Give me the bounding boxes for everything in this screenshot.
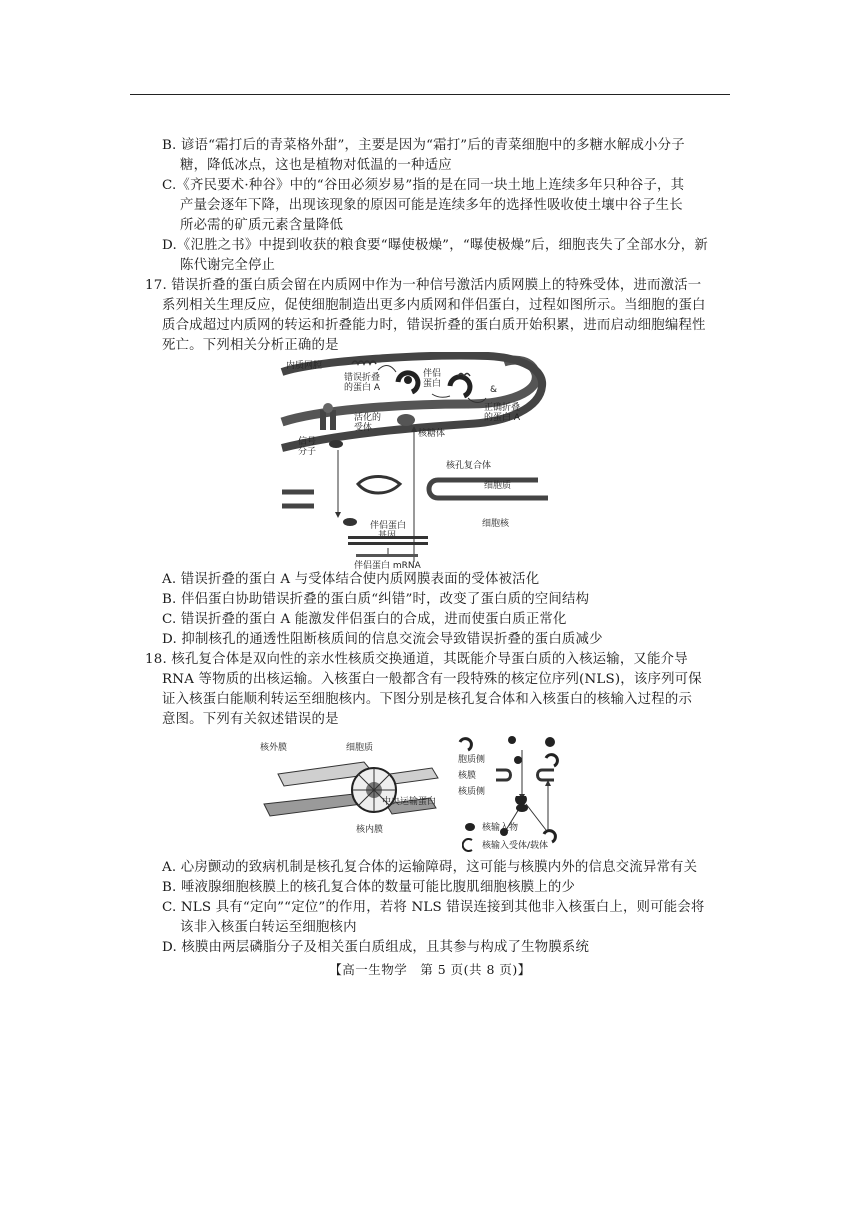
label-chap-gene-2 xyxy=(378,529,396,541)
header-rule xyxy=(130,94,730,95)
label-activated-1: 活化的 xyxy=(354,413,382,423)
label-signal-1: 信号 xyxy=(298,437,317,447)
q18-option-d: D. 核膜由两层磷脂分子及相关蛋白质组成，且其参与构成了生物膜系统 xyxy=(162,940,590,955)
label-chap-gene-1: 伴侣蛋白 xyxy=(370,521,407,531)
label-central-transport: 中央运输蛋白 xyxy=(382,797,437,807)
cargo-legend-icon xyxy=(465,823,475,831)
q17-stem-line3: 质合成超过内质网的转运和折叠能力时，错误折叠的蛋白质开始积累，进而启动细胞编程性 xyxy=(162,318,706,333)
label-cytoplasm: 细胞质 xyxy=(484,481,512,491)
label-cyto-side: 胞质侧 xyxy=(458,755,486,765)
q18-stem-line4: 意图。下列有关叙述错误的是 xyxy=(162,712,339,727)
label-er-lumen: 内质网腔 xyxy=(286,361,323,371)
q17-stem-line1: 17. 错误折叠的蛋白质会留在内质网中作为一种信号激活内质网膜上的特殊受体，进而激活一 xyxy=(145,278,702,293)
q16-option-b-line1: B. 谚语“霜打后的青菜格外甜”，主要是因为“霜打”后的青菜细胞中的多糖水解成小分子 xyxy=(162,138,685,153)
q16-option-c-line3: 所必需的矿质元素含量降低 xyxy=(180,218,344,233)
q17-option-c: C. 错误折叠的蛋白 A 能激发伴侣蛋白的合成，进而使蛋白质正常化 xyxy=(162,612,567,627)
q18-legend xyxy=(462,818,592,854)
label-misfolded-2: 的蛋白 A xyxy=(344,383,381,393)
receptor-shape-icon xyxy=(460,739,471,750)
q17-er-diagram xyxy=(278,352,560,570)
q16-option-b-line2: 糖，降低冰点，这也是植物对低温的一种适应 xyxy=(180,158,452,173)
q16-option-d-line1: D.《氾胜之书》中提到收获的粮食要“曝使极燥”，“曝使极燥”后，细胞丧失了全部水分，新 xyxy=(162,238,708,253)
label-nucleo-side: 核质侧 xyxy=(458,787,486,797)
q17-option-b: B. 伴侣蛋白协助错误折叠的蛋白质“纠错”时，改变了蛋白质的空间结构 xyxy=(162,592,590,607)
q17-option-a: A. 错误折叠的蛋白 A 与受体结合使内质网膜表面的受体被活化 xyxy=(162,572,540,587)
legend-receptor: 核输入受体/载体 xyxy=(482,841,549,851)
label-inner-membrane: 核内膜 xyxy=(356,825,384,835)
q18-option-a: A. 心房颤动的致病机制是核孔复合体的运输障碍，这可能与核膜内外的信息交流异常有关 xyxy=(162,860,698,875)
legend-cargo: 核输入物 xyxy=(482,823,519,833)
label-correct-2: 的蛋白 A xyxy=(484,413,521,423)
receptor-legend-icon xyxy=(463,839,472,851)
q18-option-c-line1: C. NLS 具有“定向”“定位”的作用，若将 NLS 错误连接到其他非入核蛋白上，则可能会将 xyxy=(162,900,705,915)
q17-option-d: D. 抑制核孔的通透性阻断核质间的信息交流会导致错误折叠的蛋白质减少 xyxy=(162,632,603,647)
label-q18-cytoplasm: 细胞质 xyxy=(346,743,374,753)
label-nuclear-membrane: 核膜 xyxy=(458,771,477,781)
label-outer-membrane: 核外膜 xyxy=(260,743,288,753)
label-ribosome: 核糖体 xyxy=(418,429,446,439)
label-activated-2: 受体 xyxy=(354,423,373,433)
correct-fold-glyph-icon: & xyxy=(490,385,498,395)
q18-stem-line3: 证入核蛋白能顺利转运至细胞核内。下图分别是核孔复合体和入核蛋白的核输入过程的示 xyxy=(162,692,693,707)
q17-stem-line2: 系列相关生理反应，促使细胞制造出更多内质网和伴侣蛋白，过程如图所示。当细胞的蛋白 xyxy=(162,298,706,313)
label-mrna: 伴侣蛋白 mRNA xyxy=(354,561,421,570)
q18-option-b: B. 唾液腺细胞核膜上的核孔复合体的数量可能比腹肌细胞核膜上的少 xyxy=(162,880,576,895)
label-chaperone-1: 伴侣 xyxy=(423,369,442,379)
q16-option-c-line2: 产量会逐年下降，出现该现象的原因可能是连续多年的选择性吸收使土壤中谷子生长 xyxy=(180,198,683,213)
label-nucleus: 细胞核 xyxy=(482,519,510,529)
label-correct-1: 正确折叠 xyxy=(484,403,521,413)
q16-option-c-line1: C.《齐民要术·种谷》中的“谷田必须岁易”指的是在同一块土地上连续多年只种谷子，其 xyxy=(162,178,685,193)
label-chaperone-2: 蛋白 xyxy=(423,379,442,389)
label-signal-2: 分子 xyxy=(298,447,317,457)
q18-npc-diagram xyxy=(254,738,477,842)
q18-stem-line1: 18. 核孔复合体是双向性的亲水性核质交换通道，其既能介导蛋白质的入核运输，又能介导 xyxy=(145,652,688,667)
q17-stem-line4: 死亡。下列相关分析正确的是 xyxy=(162,338,339,353)
page-footer: 【高一生物学 第 5 页(共 8 页)】 xyxy=(329,962,531,977)
q18-option-c-line2: 该非入核蛋白转运至细胞核内 xyxy=(180,920,357,935)
q16-option-d-line2: 陈代谢完全停止 xyxy=(180,258,276,273)
q18-stem-line2: RNA 等物质的出核运输。入核蛋白一般都含有一段特殊的核定位序列(NLS)，该序列可保 xyxy=(162,672,702,687)
label-misfolded-1: 错误折叠 xyxy=(344,373,381,383)
label-npc: 核孔复合体 xyxy=(446,461,492,471)
